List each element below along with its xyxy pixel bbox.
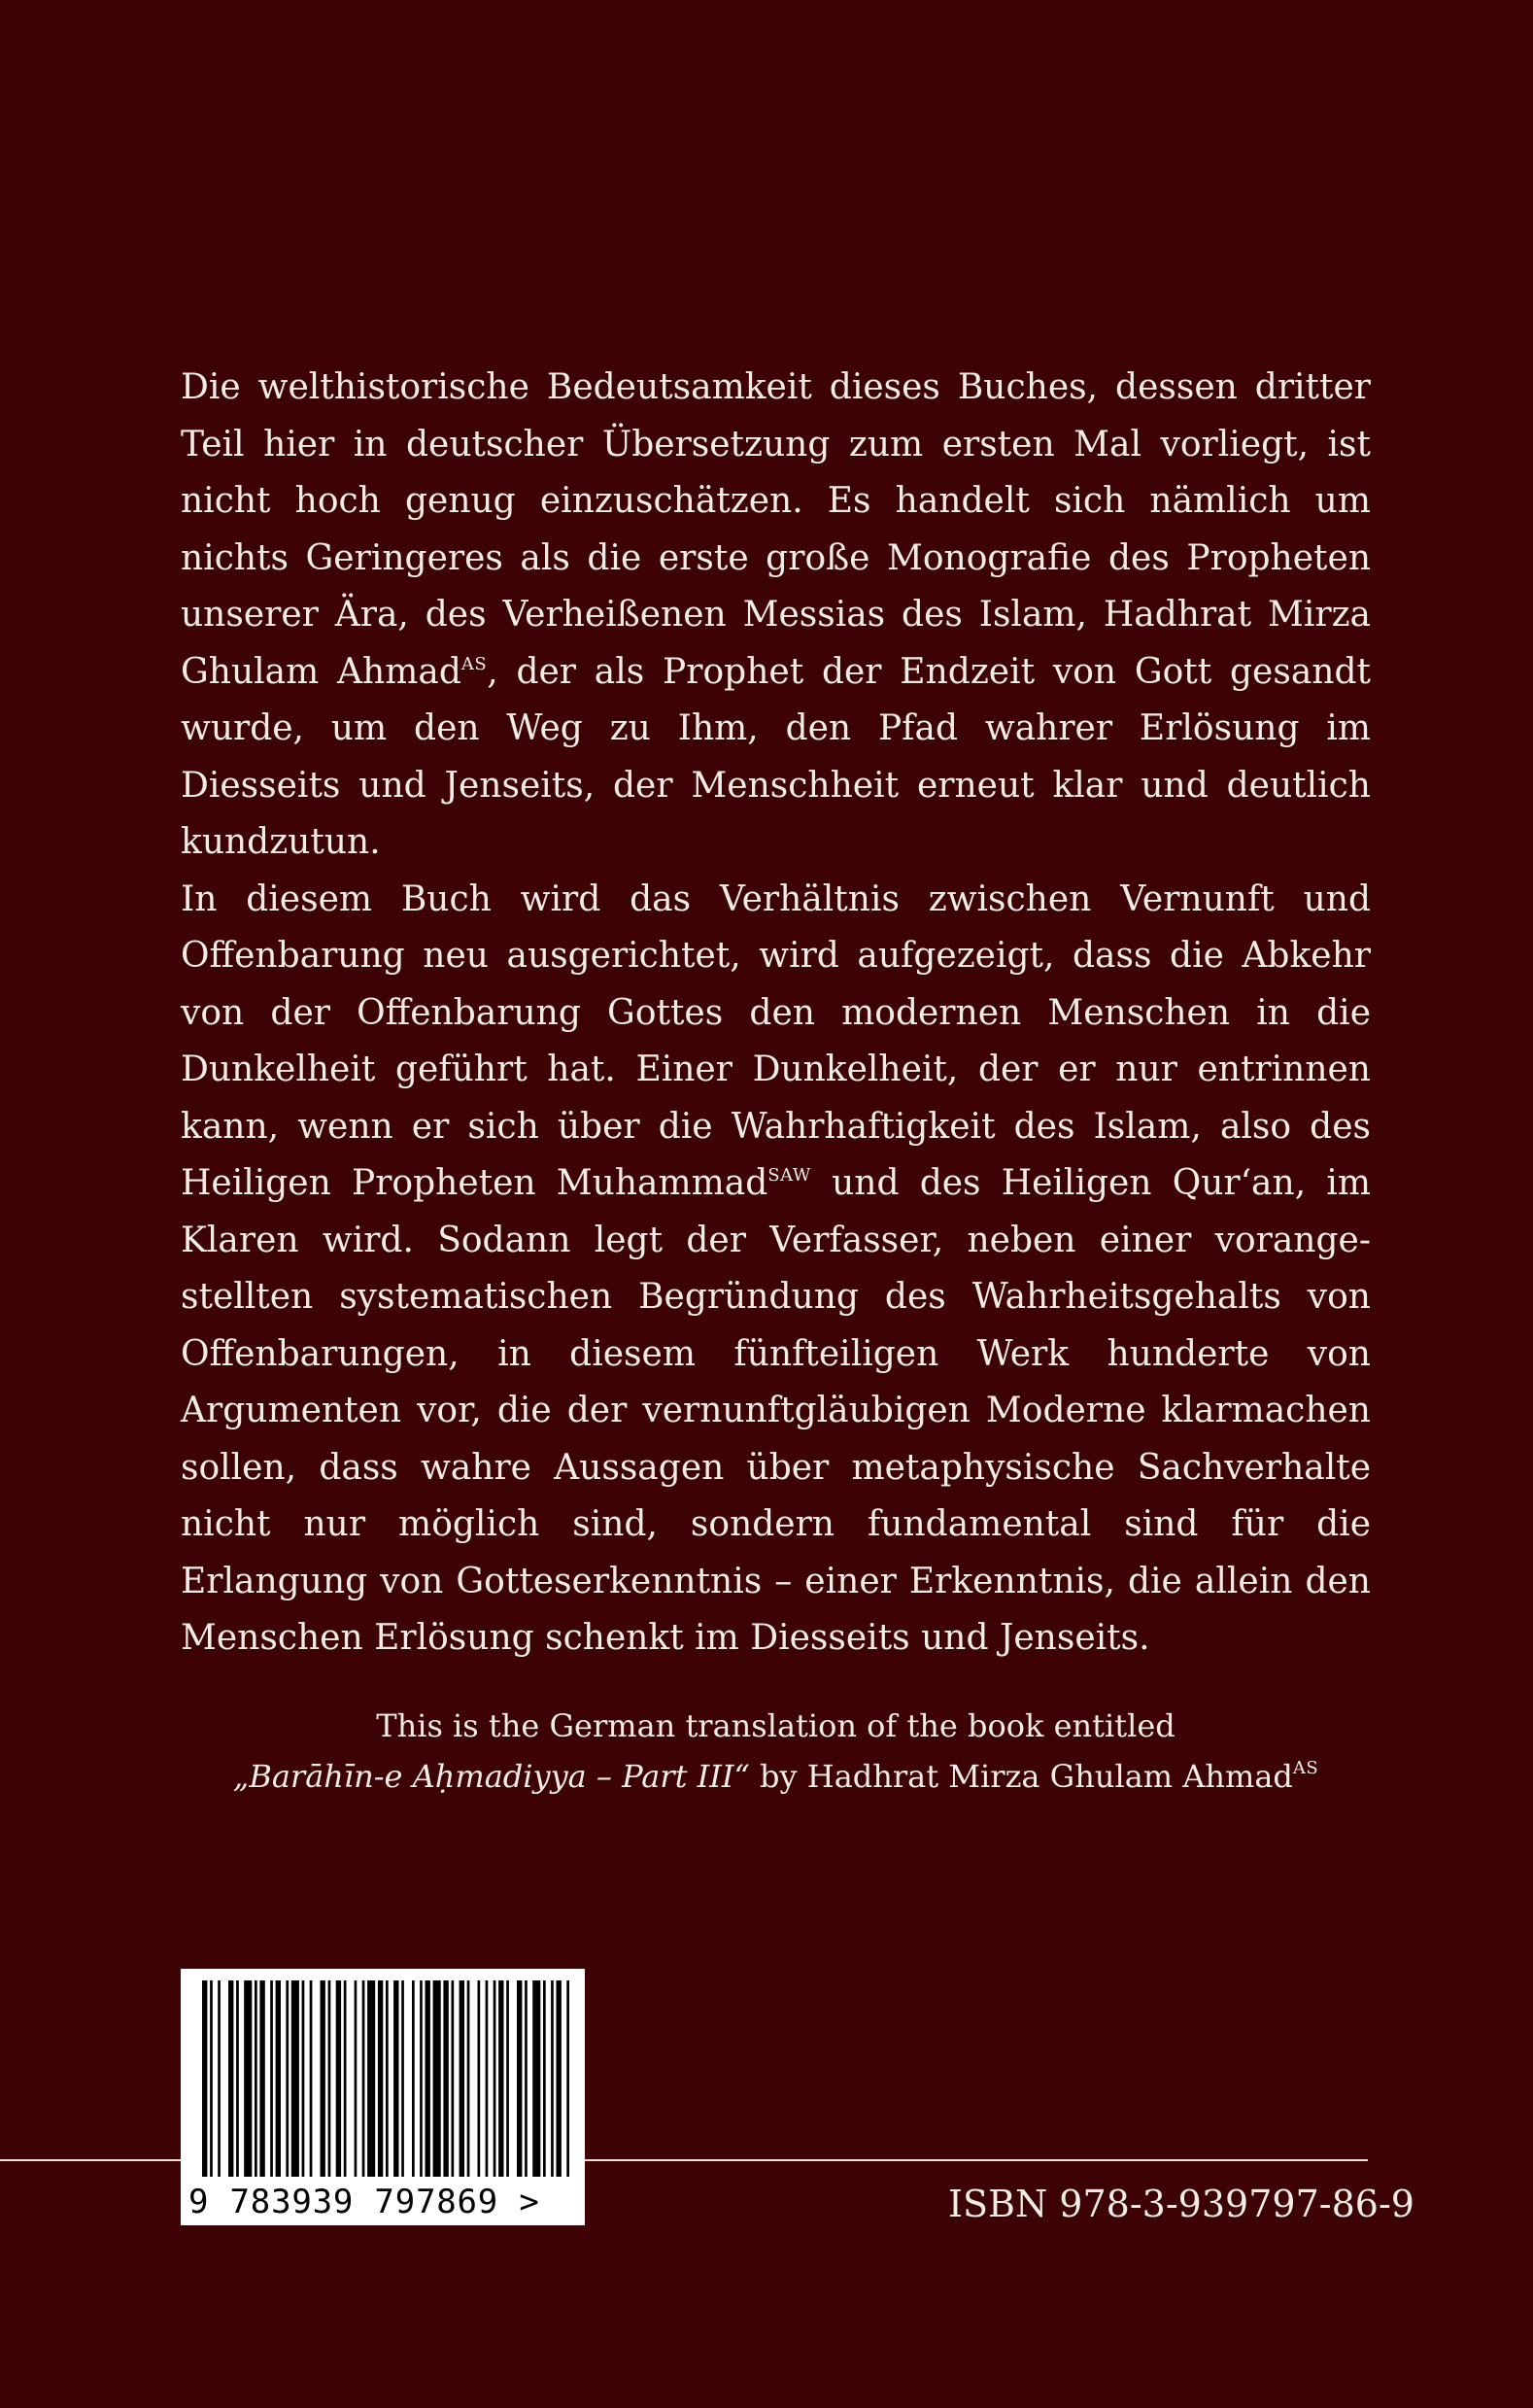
barcode-bar-8 (270, 1980, 273, 2177)
barcode-bar-37 (506, 1980, 509, 2177)
blurb-text (181, 360, 1371, 1668)
blurb-paragraph-1: Die welthistorische Bedeutsamkeit dieses Buches, dessen dritter Teil hier in deutscher Übersetzung zum ersten Mal vorliegt, ist nicht hoch genug einzuschätzen. Es handelt sich nämlich um nichts Geringeres als die erste große Monografie des Propheten unserer Ära, des Verheißenen Messias des Islam, Hadhrat Mirza Ghulam Ahmad$^{AS}$, der als Prophet der Endzeit von Gott gesandt wurde, um den Weg zu Ihm, den Pfad wahrer Erlösung im Diesseits und Jenseits, der Menschheit erneut klar und deutlich kundzutun. (181, 367, 1371, 862)
barcode-bar-14 (321, 1980, 325, 2177)
barcode-bar-22 (386, 1980, 389, 2177)
honorific-as: AS (460, 653, 488, 674)
barcode-bar-21 (378, 1980, 383, 2177)
barcode-bar-17 (344, 1980, 347, 2177)
barcode-bar-28 (433, 1980, 441, 2177)
translation-note-line-1: This is the German translation of the book entitled (376, 1707, 1175, 1744)
blurb-paragraph-2: In diesem Buch wird das Verhältnis zwischen Vernunft und Offenbarung neu ausgerichtet, wird aufgezeigt, dass die Abkehr von der Offenbarung Gottes den modernen Menschen in die Dunkelheit geführt hat. Einer Dunkelheit, der er nur entrinnen kann, wenn er sich über die Wahrhaftigkeit des Islam, also des Heiligen Propheten Muhammad$^{SAW}$ und des Heiligen Qur‘an, im Klaren wird. Sodann legt der Verfasser, neben einer vorangestellten systematischen Begründung des Wahrheitsgehalts von Offenbarungen, in diesem fünfteiligen Werk hunderte von Argumenten vor, die der vernunftgläubigen Moderne klarmachen sollen, dass wahre Aussagen über metaphysische Sachverhalte nicht nur möglich sind, sondern fundamental sind für die Erlangung von Gotteserkenntnis – einer Erkenntnis, die allein den Menschen Erlösung schenkt im Diesseits und Jenseits. (181, 878, 1371, 1658)
isbn-number: ISBN 978-3-939797-86-9 (948, 2183, 1414, 2225)
barcode-bar-9 (276, 1980, 281, 2177)
barcode-bar-23 (393, 1980, 398, 2177)
barcode-bar-18 (355, 1980, 358, 2177)
author-honorific: AS (1292, 1758, 1319, 1778)
translation-note-line-2: „Barāhīn-e Aḥmadiyya – Part III“ by Hadhrat Mirza Ghulam Ahmad$^{AS}$ (232, 1758, 1319, 1795)
barcode-bar-7 (259, 1980, 264, 2177)
barcode-bar-19 (362, 1980, 365, 2177)
barcode-bar-31 (460, 1980, 464, 2177)
barcode-digits: 9 783939 797869 > (188, 2183, 540, 2221)
translation-note (181, 1701, 1371, 1802)
barcode-bar-20 (367, 1980, 375, 2177)
barcode-bar-15 (328, 1980, 331, 2177)
barcode-bar-6 (255, 1980, 257, 2177)
barcode-bar-11 (291, 1980, 299, 2177)
barcode-bar-27 (426, 1980, 430, 2177)
honorific-saw: SAW (767, 1165, 811, 1186)
barcode-bar-43 (557, 1980, 562, 2177)
barcode-bar-29 (443, 1980, 448, 2177)
barcode-bar-4 (236, 1980, 239, 2177)
barcode-bar-3 (228, 1980, 233, 2177)
barcode-bar-39 (525, 1980, 528, 2177)
barcode-bar-35 (494, 1980, 496, 2177)
barcode-bar-42 (551, 1980, 554, 2177)
barcode-bar-44 (566, 1980, 569, 2177)
barcode-bar-26 (420, 1980, 423, 2177)
barcode-bar-13 (310, 1980, 313, 2177)
barcode-bar-1 (210, 1980, 213, 2177)
original-title: „Barāhīn-e Aḥmadiyya – Part III“ (232, 1758, 750, 1795)
barcode-bar-30 (452, 1980, 455, 2177)
isbn-barcode (181, 1969, 585, 2225)
barcode-bars (202, 1980, 569, 2177)
barcode-bar-2 (218, 1980, 221, 2177)
barcode-bar-0 (202, 1980, 207, 2177)
barcode-bar-36 (498, 1980, 503, 2177)
barcode-bar-33 (478, 1980, 481, 2177)
barcode-bar-16 (336, 1980, 341, 2177)
barcode-bar-41 (543, 1980, 546, 2177)
barcode-bar-25 (412, 1980, 415, 2177)
barcode-bar-12 (302, 1980, 305, 2177)
barcode-bar-34 (486, 1980, 489, 2177)
barcode-bar-24 (401, 1980, 404, 2177)
barcode-bar-5 (244, 1980, 252, 2177)
barcode-bar-40 (532, 1980, 540, 2177)
barcode-bar-38 (517, 1980, 522, 2177)
barcode-bar-32 (467, 1980, 470, 2177)
barcode-bar-10 (286, 1980, 289, 2177)
